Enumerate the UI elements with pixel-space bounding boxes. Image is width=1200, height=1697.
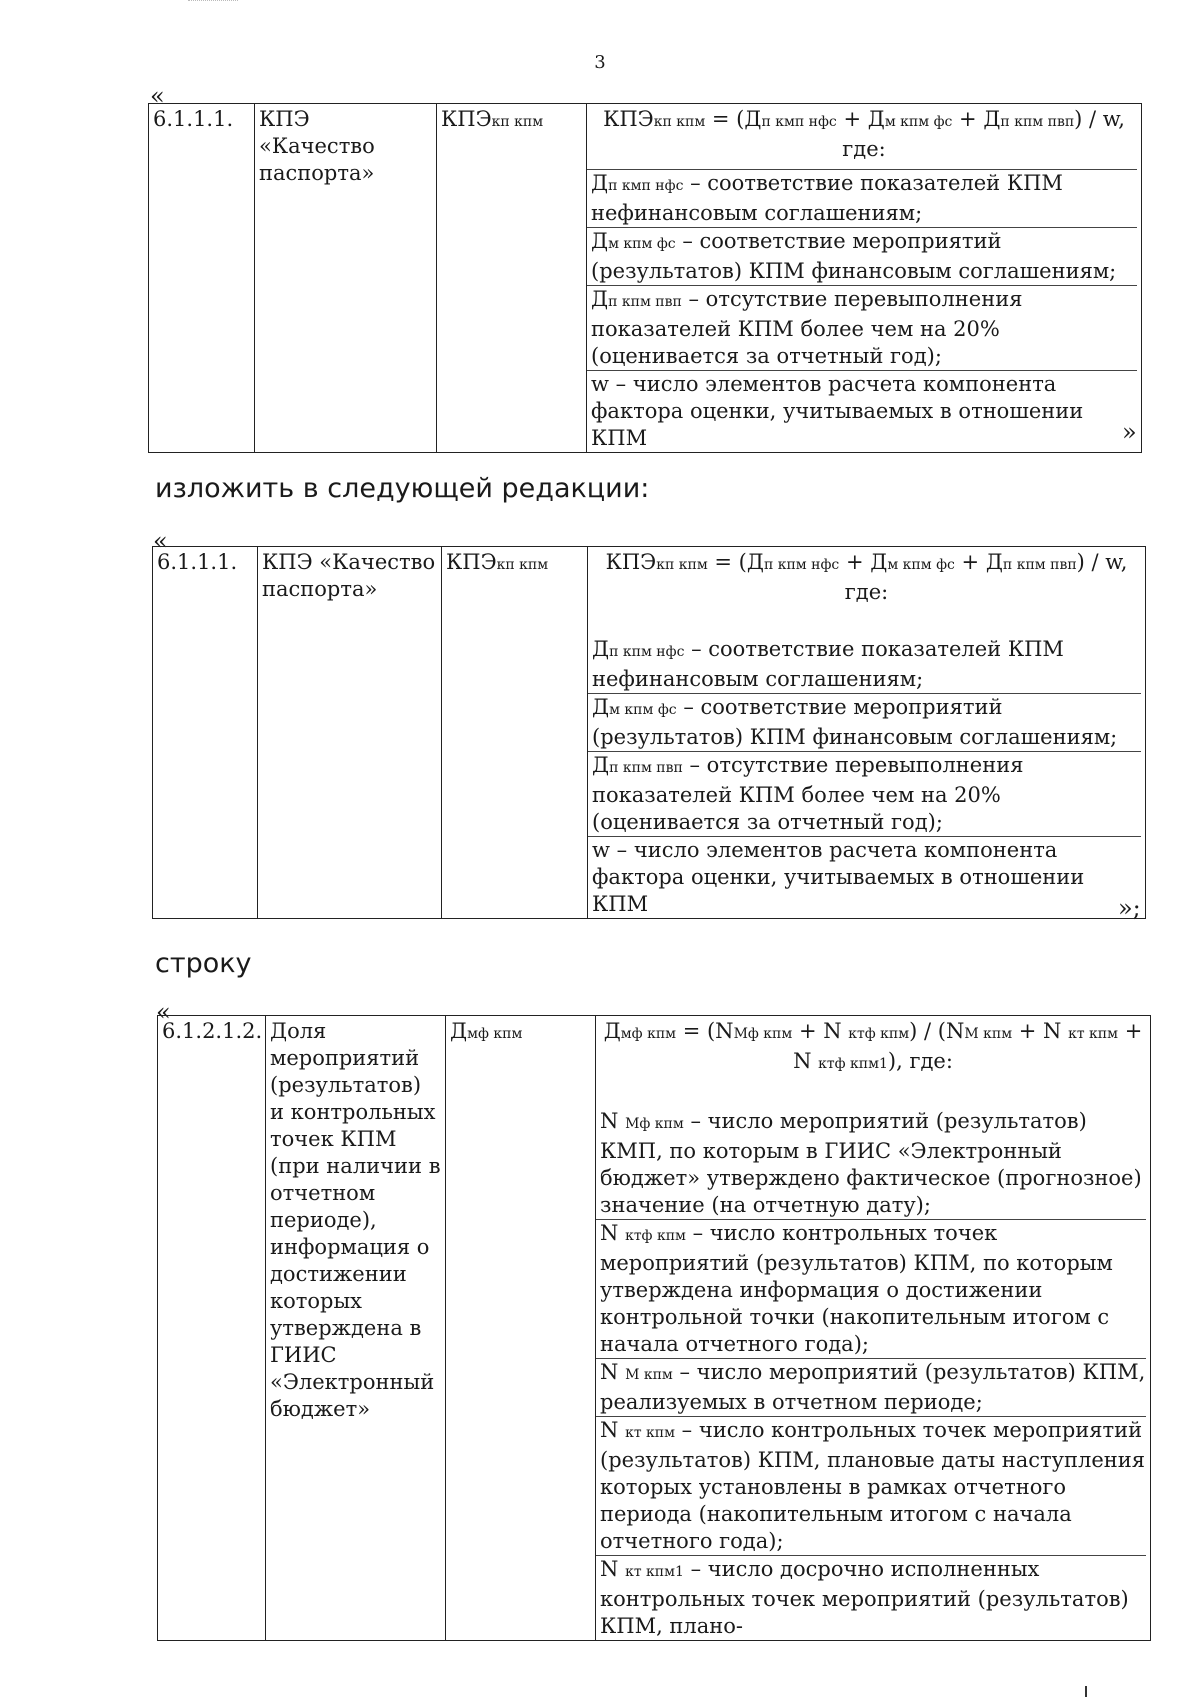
instruction-text: изложить в следующей редакции: xyxy=(155,473,650,504)
row-description xyxy=(596,1016,1151,1641)
scan-mark xyxy=(1085,1686,1087,1697)
definition-item: Дп кпм пвп – отсутствие перевыполнения показателей КПМ более чем на 20% (оценивается за отчетный год); xyxy=(587,285,1137,370)
scan-artifact xyxy=(188,0,238,5)
page-number: 3 xyxy=(594,52,606,73)
row-name: Доля мероприятий (результатов) и контрольных точек КПМ (при наличии в отчетном периоде), информация о достижении которых утверждена в ГИИС «Электронный бюджет» xyxy=(266,1016,446,1641)
instruction-text: строку xyxy=(155,948,252,979)
row-number: 6.1.1.1. xyxy=(149,104,255,453)
close-quote: » xyxy=(1122,418,1137,446)
table-row xyxy=(153,547,1146,919)
row-description xyxy=(588,547,1146,919)
formula: КПЭкп кпм = (Дп кмп нфс + Дм кпм фс + Дп кпм пвп) / w, где: xyxy=(603,107,1125,161)
row-number: 6.1.2.1.2. xyxy=(158,1016,266,1641)
row-code: КПЭкп кпм xyxy=(442,547,588,919)
table-row-62 xyxy=(157,1015,1151,1641)
definition-item: w – число элементов расчета компонента фактора оценки, учитываемых в отношении КПМ xyxy=(587,370,1137,452)
open-quote: « xyxy=(156,998,171,1026)
row-number: 6.1.1.1. xyxy=(153,547,258,919)
close-quote: »; xyxy=(1118,894,1141,922)
definition-item: Дм кпм фс – соответствие мероприятий (результатов) КПМ финансовым соглашениям; xyxy=(587,227,1137,285)
row-name: КПЭ «Качество паспорта» xyxy=(255,104,437,453)
row-code: Дмф кпм xyxy=(446,1016,596,1641)
open-quote: « xyxy=(150,82,165,110)
definition-item: w – число элементов расчета компонента фактора оценки, учитываемых в отношении КПМ xyxy=(588,836,1141,918)
formula: Дмф кпм = (NМф кпм + N ктф кпм) / (NМ кпм + N кт кпм + N ктф кпм1), где: xyxy=(603,1019,1143,1073)
definition-item: Дп кмп нфс – соответствие показателей КПМ нефинансовым соглашениям; xyxy=(587,169,1137,227)
table-row xyxy=(149,104,1142,453)
definition-item: N Мф кпм – число мероприятий (результатов) КМП, по которым в ГИИС «Электронный бюджет» утверждено фактическое (прогнозное) значение (на отчетную дату); xyxy=(600,1109,1142,1217)
table-revised xyxy=(152,546,1146,919)
table-original xyxy=(148,103,1142,453)
row-description xyxy=(587,104,1142,453)
definition-item: N М кпм – число мероприятий (результатов) КПМ, реализуемых в отчетном периоде; xyxy=(596,1358,1146,1416)
definition-item: Дп кпм нфс – соответствие показателей КПМ нефинансовым соглашениям; xyxy=(592,637,1064,691)
open-quote: « xyxy=(153,527,168,555)
row-name: КПЭ «Качество паспорта» xyxy=(258,547,442,919)
formula: КПЭкп кпм = (Дп кпм нфс + Дм кпм фс + Дп кпм пвп) / w, где: xyxy=(605,550,1128,604)
definition-item: N кт кпм1 – число досрочно исполненных контрольных точек мероприятий (результатов) КПМ, плано- xyxy=(596,1555,1146,1640)
definition-item: Дм кпм фс – соответствие мероприятий (результатов) КПМ финансовым соглашениям; xyxy=(588,693,1141,751)
row-code: КПЭкп кпм xyxy=(437,104,587,453)
table-row xyxy=(158,1016,1151,1641)
definition-item: Дп кпм пвп – отсутствие перевыполнения показателей КПМ более чем на 20% (оценивается за отчетный год); xyxy=(588,751,1141,836)
definition-item: N ктф кпм – число контрольных точек мероприятий (результатов) КПМ, по которым утверждена информация о достижении контрольной точки (накопительным итогом с начала отчетного года); xyxy=(596,1219,1146,1358)
definition-item: N кт кпм – число контрольных точек мероприятий (результатов) КПМ, плановые даты наступления которых установлены в рамках отчетного периода (накопительным итогом с начала отчетного года); xyxy=(596,1416,1146,1555)
